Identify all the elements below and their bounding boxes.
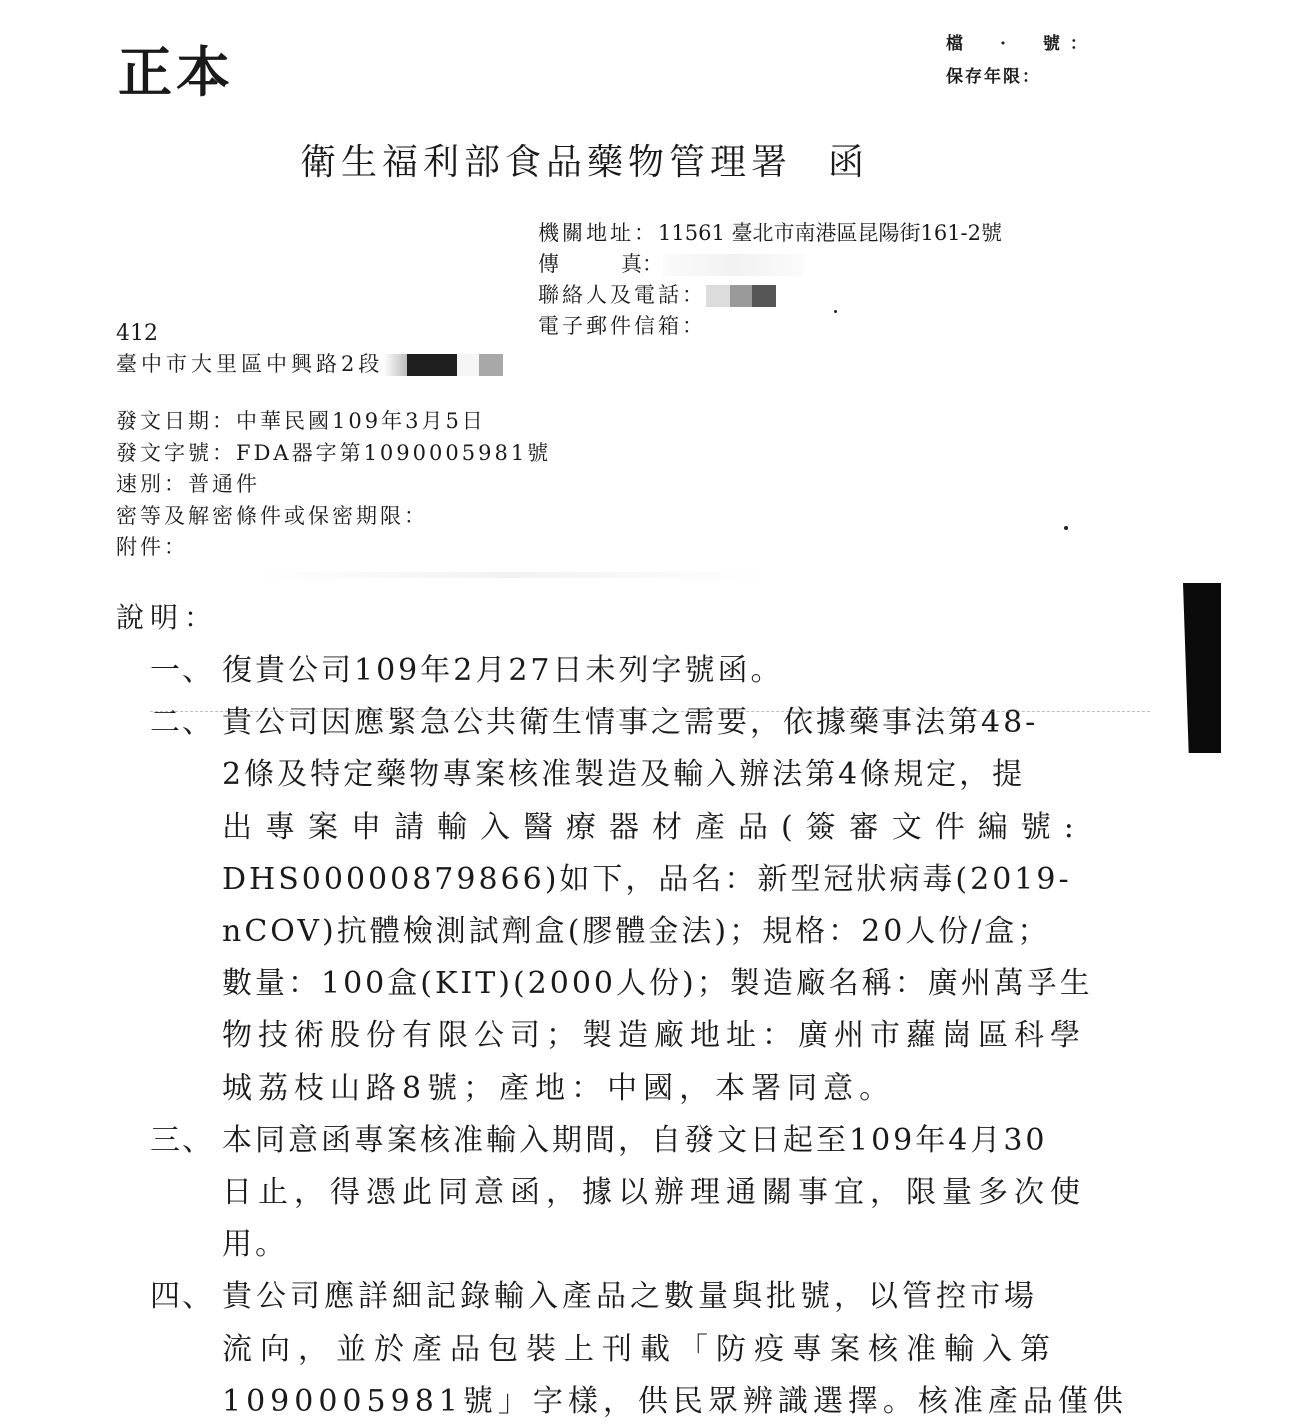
fax-redacted-block: [663, 254, 803, 276]
agency-name: 衛生福利部食品藥物管理署: [300, 142, 793, 183]
item-line: nCOV)抗體檢測試劑盒(膠體金法)；規格：20人份/盒；: [222, 914, 1051, 950]
explanation-heading: 說明：: [116, 601, 219, 634]
contact-phone-label: 聯絡人及電話：: [538, 283, 706, 307]
document-type: 函: [828, 142, 870, 183]
item-number: 四、: [150, 1279, 214, 1315]
document-meta: [116, 406, 551, 564]
item-line: 流向，並於產品包裝上刊載「防疫專案核准輸入第: [222, 1331, 1058, 1367]
item-line: 貴公司應詳細記錄輸入產品之數量與批號，以管控市場: [222, 1279, 1038, 1315]
delivery-speed: 速別：普通件: [116, 472, 260, 496]
explanation-body: [150, 645, 1128, 1428]
recipient-address: 臺中市大里區中興路2段: [116, 352, 384, 376]
item-line: 城荔枝山路8號；產地：中國，本署同意。: [222, 1070, 896, 1106]
scan-speck: [1064, 526, 1068, 530]
fax-row: [538, 249, 1002, 280]
agency-contact-block: [538, 218, 1002, 342]
phone-redacted-block: [706, 285, 730, 307]
scan-speck: [834, 310, 837, 313]
scan-smudge: [250, 572, 770, 578]
item-line: 貴公司因應緊急公共衛生情事之需要，依據藥事法第48-: [222, 705, 1039, 741]
explanation-item: [150, 1271, 1128, 1428]
address-redacted-block: [407, 354, 457, 376]
item-line: 2條及特定藥物專案核准製造及輸入辦法第4條規定，提: [222, 757, 1026, 793]
explanation-item: [150, 645, 1100, 697]
item-line: 物技術股份有限公司；製造廠地址：廣州市蘿崗區科學: [222, 1018, 1086, 1054]
file-meta: [946, 28, 1097, 94]
document-number: 發文字號：FDA器字第1090005981號: [116, 440, 552, 465]
item-number: 三、: [150, 1122, 214, 1158]
contact-phone-row: [538, 280, 1002, 311]
email-label: 電子郵件信箱：: [538, 314, 706, 338]
address-redacted-block: [479, 354, 503, 376]
file-number-label: 檔 · 號：: [946, 34, 1097, 54]
scan-artifact-line: [150, 711, 1150, 712]
issue-date: 發文日期：中華民國109年3月5日: [116, 409, 486, 433]
item-line: 1090005981號」字樣，供民眾辨識選擇。核准產品僅供: [222, 1383, 1128, 1419]
item-line: 日止，得憑此同意函，據以辦理通關事宜，限量多次使: [222, 1175, 1086, 1211]
agency-address-label: 機關地址：: [538, 221, 658, 245]
explanation-item: [150, 697, 1100, 1115]
item-line: 數量：100盒(KIT)(2000人份)；製造廠名稱：廣州萬孚生: [222, 966, 1093, 1002]
item-line: 本同意函專案核准輸入期間，自發文日起至109年4月30: [222, 1122, 1048, 1158]
attachment: 附件：: [116, 535, 188, 559]
original-copy-stamp: 正本: [118, 40, 234, 104]
fax-label-part1: 傳: [538, 252, 559, 276]
agency-address-value: 11561 臺北市南港區昆陽街161-2號: [658, 221, 1003, 245]
item-number: 一、: [150, 653, 214, 688]
recipient-address-row: [116, 349, 503, 380]
document-title: [300, 138, 869, 188]
phone-redacted-block: [752, 285, 776, 307]
item-line: DHS00000879866)如下，品名：新型冠狀病毒(2019-: [222, 861, 1072, 897]
agency-address-row: [538, 218, 1002, 249]
recipient-zip: 412: [116, 321, 158, 346]
recipient-block: [116, 318, 503, 380]
item-line: 出專案申請輸入醫療器材產品(簽審文件編號:: [222, 809, 1087, 845]
phone-redacted-block: [730, 285, 752, 307]
email-row: [538, 311, 1002, 342]
address-redacted-block: [457, 354, 479, 376]
item-number: 二、: [150, 705, 214, 741]
address-redacted-block: [383, 354, 407, 376]
retention-period-label: 保存年限：: [946, 67, 1041, 87]
scan-artifact-bar: [1183, 583, 1221, 753]
item-line: 用。: [222, 1227, 288, 1263]
classification: 密等及解密條件或保密期限：: [116, 503, 428, 528]
fax-label: [538, 249, 663, 280]
item-line: 復貴公司109年2月27日未列字號函。: [222, 653, 784, 688]
explanation-item: [150, 1115, 1100, 1272]
fax-label-part2: 真：: [621, 252, 663, 276]
